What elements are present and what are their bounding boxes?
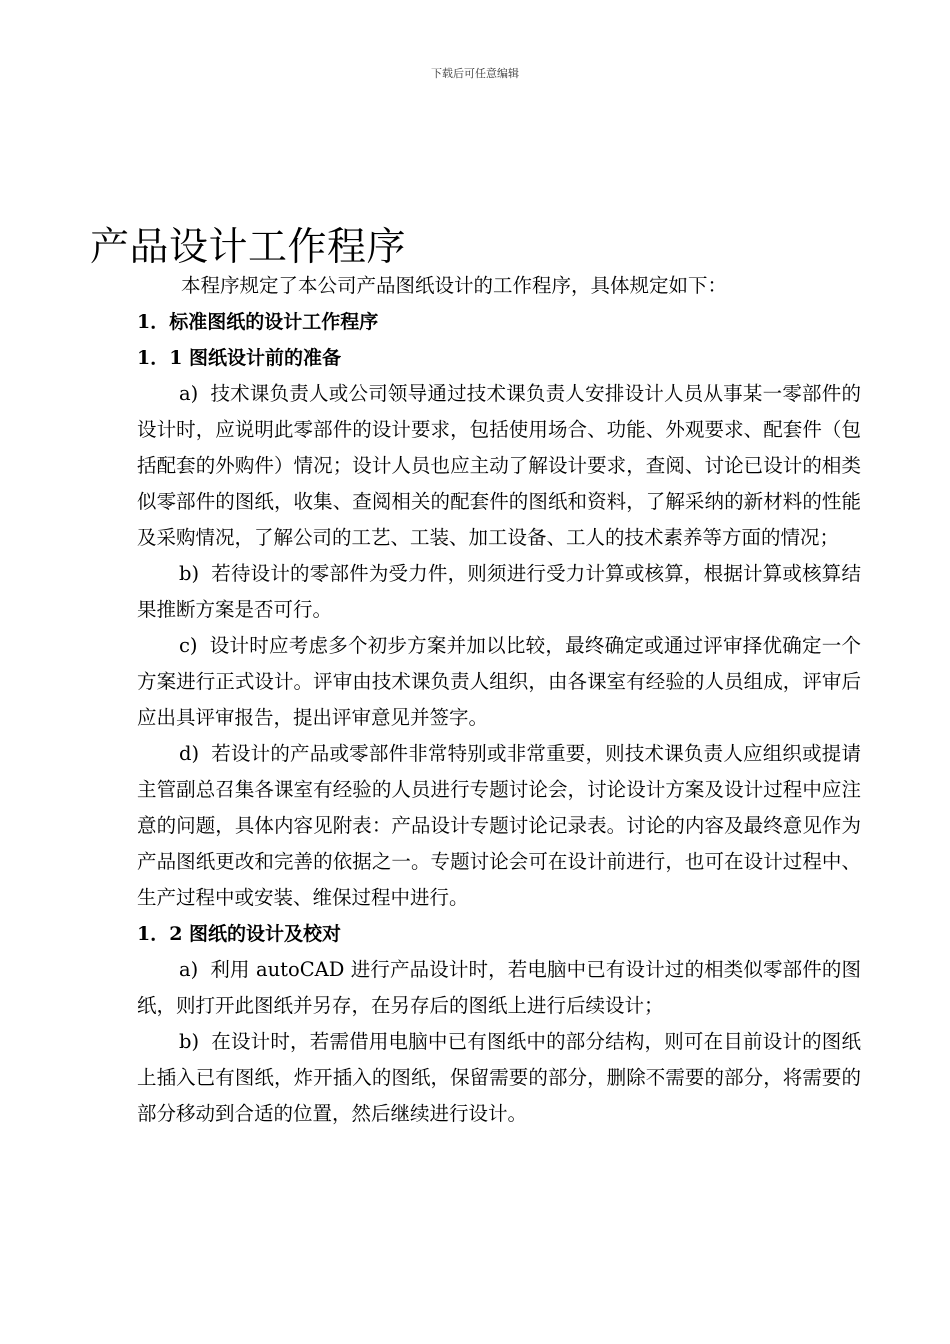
list-item-1-1-a — [137, 376, 861, 556]
list-item-1-2-b — [137, 1024, 861, 1132]
item-label: d) — [179, 742, 200, 765]
list-item-1-1-d — [137, 736, 861, 916]
item-text: 若设计的产品或零部件非常特别或非常重要，则技术课负责人应组织或提请主管副总召集各课室有经验的人员进行专题讨论会，讨论设计方案及设计过程中应注意的问题，具体内容见附表：产品设计专题讨论记录表。讨论的内容及最终意见作为产品图纸更改和完善的依据之一。专题讨论会可在设计前进行，也可在设计过程中、生产过程中或安装、维保过程中进行。 — [137, 742, 861, 909]
item-label: b) — [179, 562, 200, 585]
document-body — [137, 268, 861, 1132]
item-text: 利用 autoCAD 进行产品设计时，若电脑中已有设计过的相类似零部件的图纸，则打开此图纸并另存，在另存后的图纸上进行后续设计； — [137, 958, 861, 1017]
subsection-heading-1-2: 1．2 图纸的设计及校对 — [137, 923, 342, 945]
list-item-1-1-b — [137, 556, 861, 628]
item-label: c) — [179, 634, 198, 657]
page-header-note: 下载后可任意编辑 — [431, 67, 519, 80]
item-text: 在设计时，若需借用电脑中已有图纸中的部分结构，则可在目前设计的图纸上插入已有图纸，炸开插入的图纸，保留需要的部分，删除不需要的部分，将需要的部分移动到合适的位置，然后继续进行设计。 — [137, 1030, 861, 1125]
document-title: 产品设计工作程序 — [90, 225, 407, 270]
item-label: a) — [179, 382, 199, 405]
subsection-heading-1-1: 1．1 图纸设计前的准备 — [137, 347, 342, 369]
list-item-1-1-c — [137, 628, 861, 736]
item-label: a) — [179, 958, 199, 981]
section-heading-1: 1．标准图纸的设计工作程序 — [137, 311, 379, 333]
item-text: 若待设计的零部件为受力件，则须进行受力计算或核算，根据计算或核算结果推断方案是否可行。 — [137, 562, 861, 621]
item-text: 技术课负责人或公司领导通过技术课负责人安排设计人员从事某一零部件的设计时，应说明此零部件的设计要求，包括使用场合、功能、外观要求、配套件（包括配套的外购件）情况；设计人员也应主动了解设计要求，查阅、讨论已设计的相类似零部件的图纸，收集、查阅相关的配套件的图纸和资料，了解采纳的新材料的性能及采购情况，了解公司的工艺、工装、加工设备、工人的技术素养等方面的情况； — [137, 382, 861, 549]
item-label: b) — [179, 1030, 200, 1053]
intro-paragraph: 本程序规定了本公司产品图纸设计的工作程序，具体规定如下： — [181, 274, 728, 297]
list-item-1-2-a — [137, 952, 861, 1024]
item-text: 设计时应考虑多个初步方案并加以比较，最终确定或通过评审择优确定一个方案进行正式设计。评审由技术课负责人组织，由各课室有经验的人员组成，评审后应出具评审报告，提出评审意见并签字。 — [137, 634, 861, 729]
